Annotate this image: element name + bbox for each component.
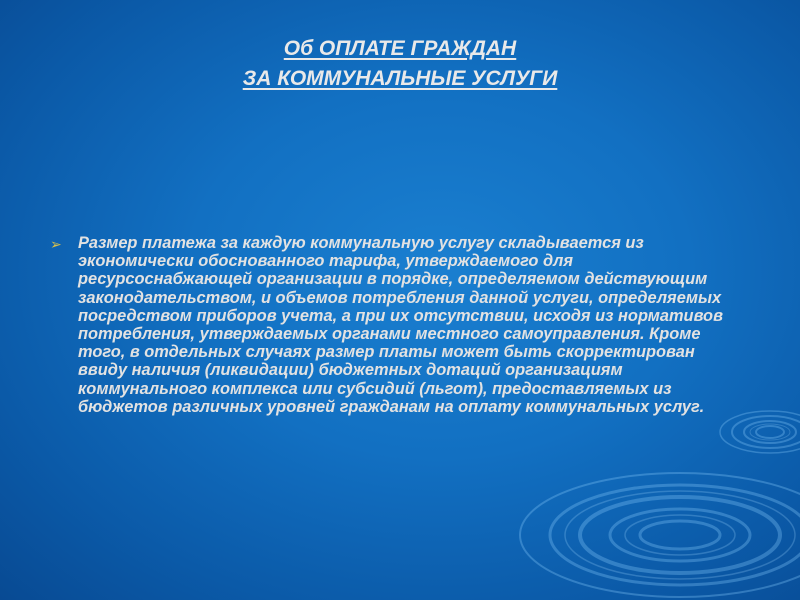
bullet-text: Размер платежа за каждую коммунальную услугу складывается из экономически обоснованного тарифа, утверждаемого для ресурсоснабжающей организации в порядке, определяемом действующим законодательством, и объемов потребления данной услуги, определяемых посредством приборов учета, а при их отсутствии, исходя из нормативов потребления, утверждаемых органами местного самоуправления. Кроме того, в отдельных случаях размер платы может быть скорректирован ввиду наличия (ликвидации) бюджетных дотаций организациям коммунального комплекса или субсидий (льгот), предоставляемых из бюджетов различных уровней гражданам на оплату коммунальных услуг. [78,234,723,416]
arrowhead-bullet-icon: ➢ [50,236,62,252]
slide-title-line-2: ЗА КОММУНАЛЬНЫЕ УСЛУГИ [242,67,558,90]
slide-title-line-1: Об ОПЛАТЕ ГРАЖДАН [283,37,517,60]
bullet-list-item [50,234,750,416]
slide-title [100,34,700,94]
